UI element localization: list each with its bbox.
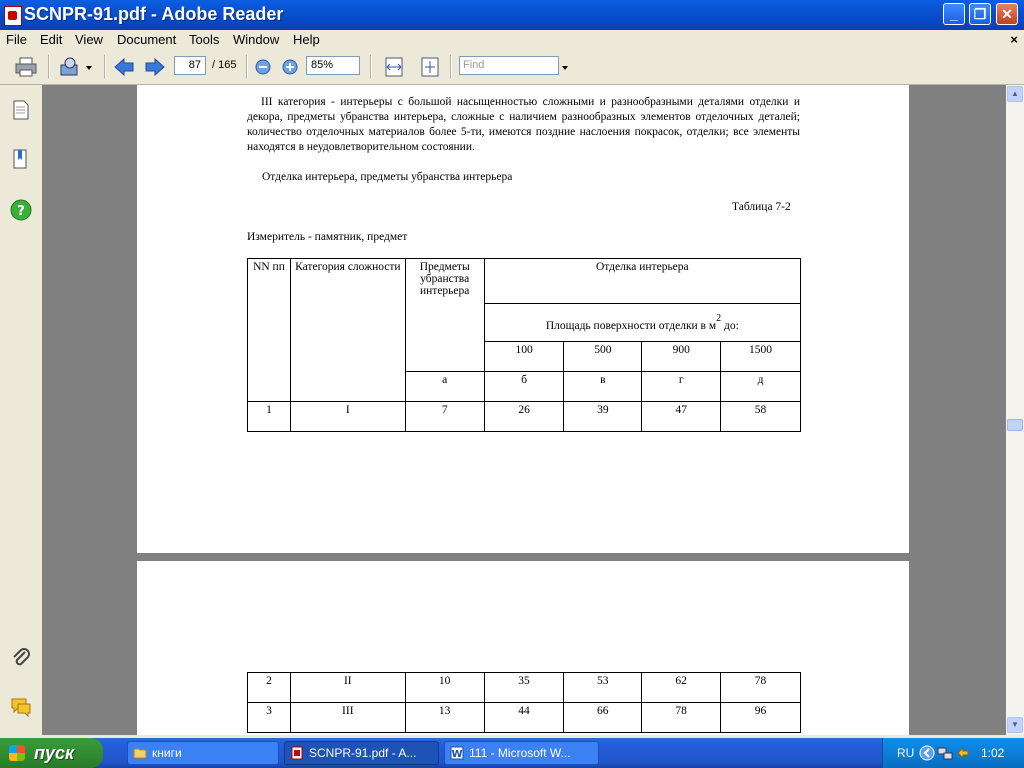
task-adobe-reader[interactable]	[284, 741, 439, 765]
measure-unit: Измеритель - памятник, предмет	[247, 231, 408, 243]
table-cell: I	[290, 402, 405, 432]
attachments-icon[interactable]	[10, 647, 32, 669]
table-row	[248, 673, 801, 703]
table-cell: 66	[564, 703, 642, 733]
system-tray	[882, 738, 1024, 768]
menu-window[interactable]: Window	[233, 32, 280, 47]
category-description: III категория - интерьеры с большой насыщенностью сложными и разнообразными деталями отделки и декора, предметы убранства интерьера, сложные с наличием разнообразных элементов отделочных деталей; количество отделочных материалов более 5-ти, имеются поздние наслоения покрасок, отделки; все элементы находятся в неудовлетворительном состоянии.	[247, 96, 800, 153]
pricing-table-continued	[247, 672, 801, 733]
menu-view[interactable]: View	[75, 32, 103, 47]
network-icon[interactable]	[937, 745, 953, 761]
table-cell: 62	[642, 673, 721, 703]
table-cell: 96	[721, 703, 801, 733]
column-letter: г	[642, 372, 721, 402]
help-icon[interactable]	[10, 199, 32, 221]
table-row	[248, 402, 801, 432]
fit-width-icon[interactable]	[382, 56, 406, 78]
sync-icon[interactable]	[955, 745, 971, 761]
table-cell: 26	[484, 402, 564, 432]
pricing-table	[247, 258, 801, 432]
find-dropdown-icon[interactable]	[559, 56, 571, 78]
header-items: Предметы убранства интерьера	[405, 259, 484, 372]
navigation-panel	[0, 85, 42, 735]
table-cell: 47	[642, 402, 721, 432]
table-cell: 3	[248, 703, 291, 733]
tray-expand-icon[interactable]	[919, 745, 935, 761]
scroll-thumb[interactable]	[1007, 419, 1023, 431]
menu-help[interactable]: Help	[293, 32, 320, 47]
task-label: книги	[152, 746, 182, 760]
menu-file[interactable]: File	[6, 32, 27, 47]
table-cell: 2	[248, 673, 291, 703]
find-input[interactable]: Find	[459, 56, 559, 75]
zoom-in-icon[interactable]	[280, 56, 300, 78]
column-letter: б	[484, 372, 564, 402]
maximize-button[interactable]: ❐	[969, 3, 991, 25]
pages-icon[interactable]	[10, 99, 32, 121]
menu-bar	[0, 30, 1024, 50]
table-row	[248, 703, 801, 733]
start-button[interactable]: пуск	[0, 738, 103, 768]
page-number-input[interactable]: 87	[174, 56, 206, 75]
print-icon[interactable]	[14, 56, 38, 78]
task-word[interactable]	[444, 741, 599, 765]
table-cell: III	[290, 703, 405, 733]
svg-text:?: ?	[17, 204, 25, 219]
table-cell: 35	[484, 673, 564, 703]
area-value: 1500	[721, 342, 801, 372]
table-cell: 7	[405, 402, 484, 432]
area-value: 900	[642, 342, 721, 372]
organizer-dropdown-icon[interactable]	[84, 56, 94, 78]
svg-text:W: W	[451, 749, 463, 760]
header-category: Категория сложности	[290, 259, 405, 402]
fit-page-icon[interactable]	[418, 56, 442, 78]
word-icon	[450, 746, 464, 760]
area-value: 500	[564, 342, 642, 372]
scroll-down-icon[interactable]: ▼	[1007, 717, 1023, 733]
header-finish: Отделка интерьера	[484, 259, 800, 304]
page-total: / 165	[212, 59, 237, 71]
table-cell: 53	[564, 673, 642, 703]
language-indicator[interactable]: RU	[897, 746, 915, 760]
title-bar	[0, 0, 1024, 30]
menu-tools[interactable]: Tools	[189, 32, 220, 47]
menu-edit[interactable]: Edit	[40, 32, 63, 47]
table-cell: 44	[484, 703, 564, 733]
pdf-page	[137, 561, 909, 735]
minimize-button[interactable]: _	[943, 3, 965, 25]
header-area: Площадь поверхности отделки в $м^2$ до:	[484, 304, 800, 342]
table-cell: 58	[721, 402, 801, 432]
organizer-icon[interactable]	[58, 56, 82, 78]
table-cell: II	[290, 673, 405, 703]
table-cell: 78	[642, 703, 721, 733]
menu-document[interactable]: Document	[117, 32, 177, 47]
next-page-icon[interactable]	[143, 56, 167, 78]
scroll-up-icon[interactable]: ▲	[1007, 86, 1023, 102]
pdf-page	[137, 85, 909, 553]
task-books[interactable]	[127, 741, 279, 765]
task-label: 111 - Microsoft W...	[469, 746, 571, 760]
taskbar	[0, 738, 1024, 768]
column-letter: в	[564, 372, 642, 402]
zoom-input[interactable]: 85%	[306, 56, 360, 75]
section-heading: Отделка интерьера, предметы убранства интерьера	[262, 171, 513, 183]
table-cell: 78	[721, 673, 801, 703]
table-cell: 39	[564, 402, 642, 432]
task-label: SCNPR-91.pdf - A...	[309, 746, 417, 760]
column-letter: а	[405, 372, 484, 402]
vertical-scrollbar[interactable]	[1006, 85, 1024, 735]
column-letter: д	[721, 372, 801, 402]
previous-page-icon[interactable]	[112, 56, 136, 78]
comments-icon[interactable]	[10, 696, 32, 718]
adobe-reader-icon	[4, 6, 22, 26]
document-close-icon[interactable]: ×	[1010, 32, 1018, 47]
area-value: 100	[484, 342, 564, 372]
table-label: Таблица 7-2	[732, 201, 791, 213]
table-cell: 1	[248, 402, 291, 432]
document-viewer[interactable]	[42, 85, 1006, 735]
window-title: SCNPR-91.pdf - Adobe Reader	[24, 4, 284, 24]
zoom-out-icon[interactable]	[253, 56, 273, 78]
table-cell: 13	[405, 703, 484, 733]
clock: 1:02	[981, 746, 1005, 760]
pdf-icon	[290, 746, 304, 760]
bookmarks-icon[interactable]	[10, 148, 32, 170]
table-cell: 10	[405, 673, 484, 703]
close-button[interactable]: ✕	[996, 3, 1018, 25]
header-nn: NN пп	[248, 259, 291, 402]
folder-icon	[133, 746, 147, 760]
